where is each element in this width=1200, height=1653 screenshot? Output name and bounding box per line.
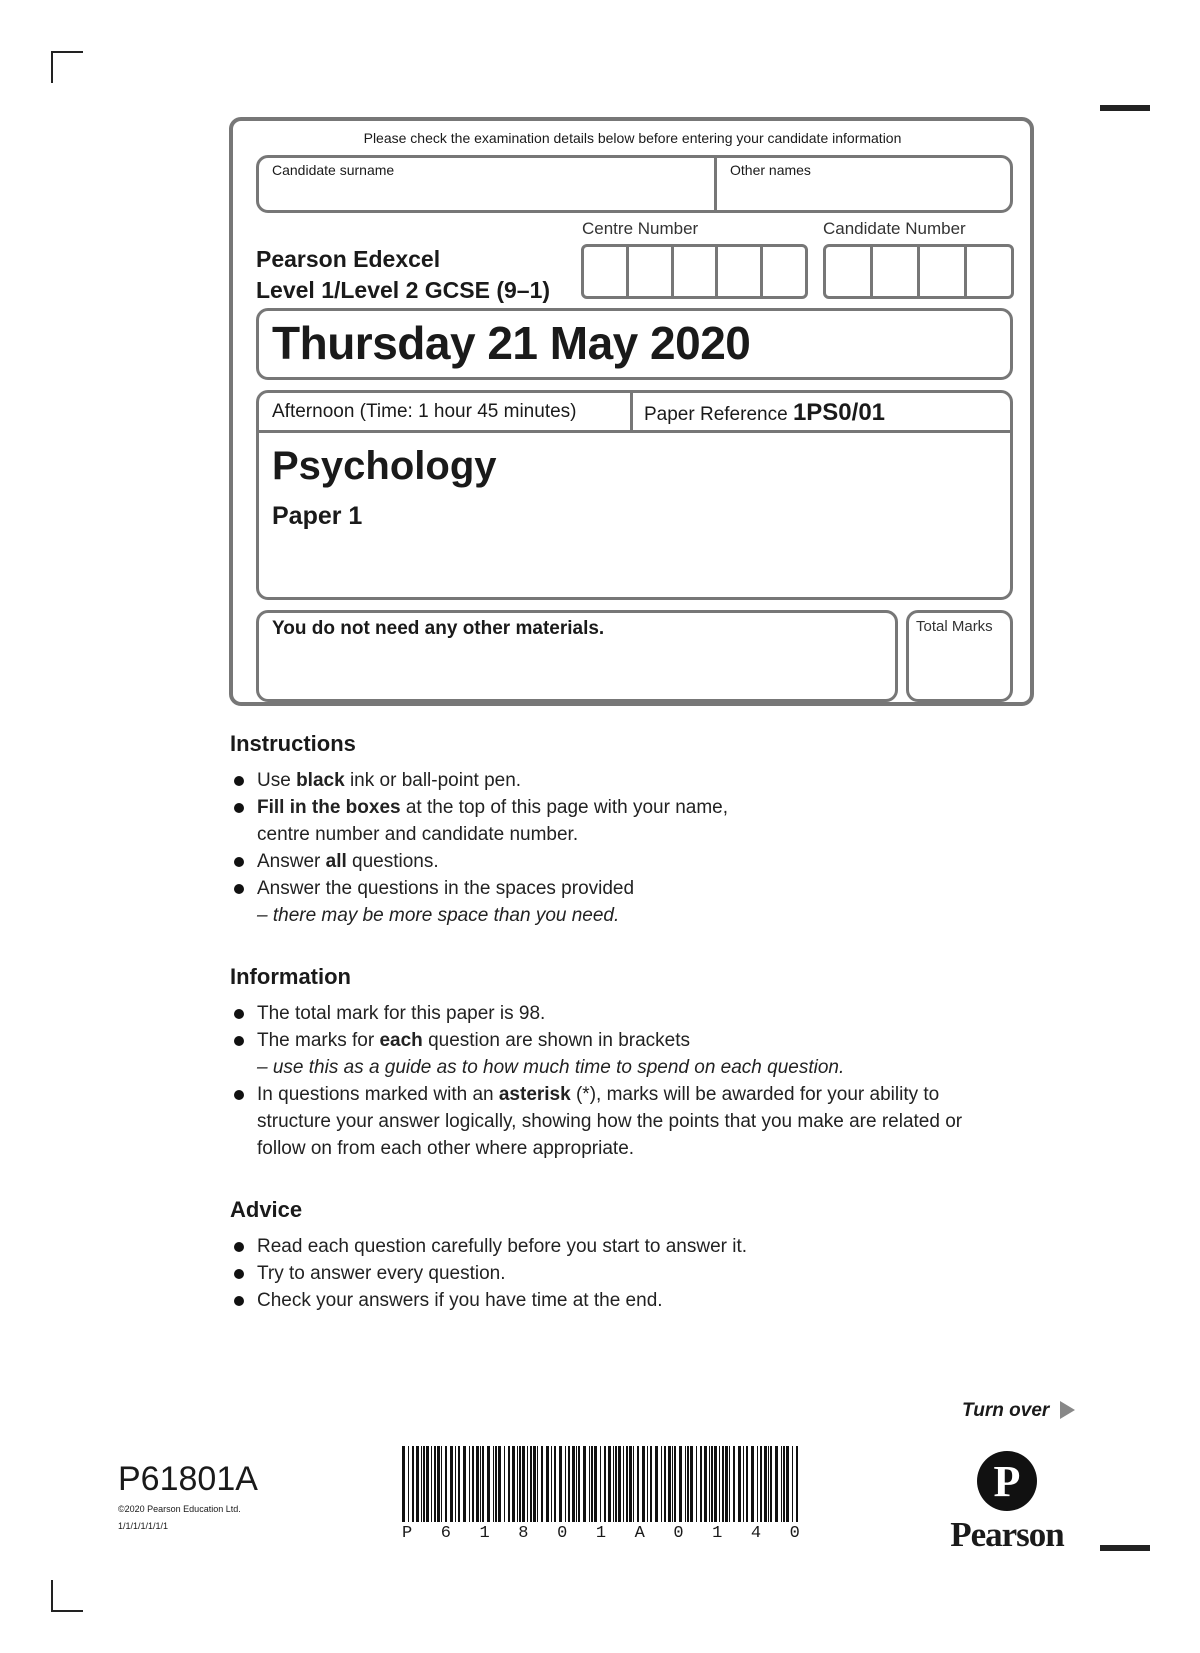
barcode-bar <box>770 1446 772 1522</box>
list-item: Try to answer every question. <box>230 1260 1030 1287</box>
barcode-bar <box>661 1446 662 1522</box>
barcode-bar <box>487 1446 490 1522</box>
barcode-bar <box>423 1446 425 1522</box>
registration-bar-top <box>1100 105 1150 111</box>
barcode-bar <box>719 1446 720 1522</box>
pearson-logo-icon <box>976 1450 1038 1512</box>
barcode-bar <box>445 1446 447 1522</box>
board-name: Pearson Edexcel <box>256 246 441 272</box>
centre-number-label: Centre Number <box>582 219 699 238</box>
barcode-bar <box>533 1446 536 1522</box>
instructions-section <box>230 731 1030 929</box>
barcode-bar <box>541 1446 543 1522</box>
barcode-bar <box>519 1446 521 1522</box>
barcode-bar <box>746 1446 748 1522</box>
barcode-char: 6 <box>440 1524 451 1543</box>
instructions-heading: Instructions <box>230 731 356 756</box>
barcode-bar <box>775 1446 778 1522</box>
barcode-bar <box>426 1446 429 1522</box>
barcode-bar <box>637 1446 639 1522</box>
list-item: In questions marked with an asterisk (*), marks will be awarded for your ability to structure your answer logically, showing how the points that you make are related or follow on from each other where appropriate. <box>230 1081 1030 1162</box>
barcode-bar <box>480 1446 481 1522</box>
barcode-bar <box>613 1446 614 1522</box>
barcode-bar <box>482 1446 484 1522</box>
barcode-bar <box>537 1446 538 1522</box>
materials-note: You do not need any other materials. <box>272 618 605 639</box>
other-names-label: Other names <box>730 162 811 178</box>
barcode-bar <box>733 1446 735 1522</box>
barcode-bar <box>431 1446 432 1522</box>
barcode-bar <box>472 1446 474 1522</box>
barcode-bar <box>408 1446 409 1522</box>
list-item: Fill in the boxes at the top of this page with your name, centre number and candidate number. <box>230 794 1030 848</box>
barcode-bar <box>626 1446 628 1522</box>
barcode-bar <box>650 1446 652 1522</box>
barcode-bar <box>655 1446 658 1522</box>
session-divider <box>630 392 633 430</box>
barcode-bar <box>674 1446 676 1522</box>
barcode-bar <box>783 1446 785 1522</box>
barcode-bar <box>623 1446 624 1522</box>
barcode-bar <box>796 1446 798 1522</box>
subject-box-divider <box>258 430 1011 433</box>
barcode-bar <box>781 1446 782 1522</box>
information-section <box>230 964 1030 1162</box>
barcode-bar <box>572 1446 575 1522</box>
barcode-bar <box>690 1446 693 1522</box>
centre-digit-box[interactable] <box>674 247 719 296</box>
barcode-text <box>402 1524 800 1543</box>
barcode-bar <box>768 1446 769 1522</box>
barcode-bar <box>591 1446 593 1522</box>
subject-title: Psychology <box>272 444 497 488</box>
barcode-bar <box>738 1446 741 1522</box>
barcode-bar <box>704 1446 707 1522</box>
barcode-bar <box>412 1446 414 1522</box>
barcode-bar <box>498 1446 501 1522</box>
barcode-bar <box>711 1446 713 1522</box>
crop-mark-top-left <box>51 51 83 83</box>
list-item: Answer all questions. <box>230 848 1030 875</box>
barcode-bar <box>530 1446 532 1522</box>
logo-letter: P <box>993 1457 1021 1506</box>
barcode-bar <box>709 1446 710 1522</box>
barcode-bar <box>615 1446 617 1522</box>
list-item: Answer the questions in the spaces provided – there may be more space than you need. <box>230 875 1030 929</box>
surname-label: Candidate surname <box>272 162 395 178</box>
barcode-char: 1 <box>479 1524 490 1543</box>
list-item: The marks for each question are shown in brackets – use this as a guide as to how much time to spend on each question. <box>230 1027 1030 1081</box>
barcode-bar <box>629 1446 632 1522</box>
candidate-digit-box[interactable] <box>873 247 920 296</box>
centre-number-boxes[interactable] <box>581 244 808 299</box>
barcode-bar <box>604 1446 606 1522</box>
barcode-bar <box>421 1446 422 1522</box>
turn-over-arrow-icon <box>1060 1401 1075 1419</box>
barcode-bar <box>672 1446 673 1522</box>
barcode-bar <box>434 1446 436 1522</box>
information-heading: Information <box>230 964 351 989</box>
crop-mark-bottom-left <box>51 1580 83 1612</box>
barcode-bar <box>668 1446 671 1522</box>
barcode-bar <box>517 1446 518 1522</box>
barcode-bar <box>687 1446 689 1522</box>
barcode-bar <box>664 1446 666 1522</box>
barcode-bar <box>642 1446 645 1522</box>
barcode-bar <box>493 1446 494 1522</box>
advice-heading: Advice <box>230 1197 303 1222</box>
barcode-bar <box>608 1446 611 1522</box>
barcode-bar <box>764 1446 767 1522</box>
barcode-bar <box>714 1446 717 1522</box>
barcode-char: 1 <box>712 1524 723 1543</box>
check-note: Please check the examination details below before entering your candidate information <box>363 130 902 146</box>
barcode-bar <box>600 1446 601 1522</box>
barcode-bar <box>633 1446 634 1522</box>
barcode-bar <box>508 1446 510 1522</box>
barcode-bar <box>565 1446 566 1522</box>
total-marks-label: Total Marks <box>916 618 993 635</box>
candidate-number-label: Candidate Number <box>823 219 966 238</box>
copyright: ©2020 Pearson Education Ltd. <box>118 1504 241 1514</box>
barcode-bar <box>512 1446 515 1522</box>
barcode-bar <box>437 1446 440 1522</box>
barcode-bar <box>441 1446 442 1522</box>
barcode-char: 0 <box>673 1524 684 1543</box>
paper-reference-label: Paper Reference <box>644 404 788 425</box>
barcode-char: 0 <box>557 1524 568 1543</box>
barcode-bar <box>469 1446 470 1522</box>
barcode-bar <box>722 1446 724 1522</box>
paper-number: Paper 1 <box>272 502 363 530</box>
barcode-char: 1 <box>595 1524 607 1543</box>
paper-reference-code: 1PS0/01 <box>792 399 886 426</box>
centre-digit-box[interactable] <box>584 247 629 296</box>
session-time: Afternoon (Time: 1 hour 45 minutes) <box>272 401 577 422</box>
advice-section <box>230 1197 1030 1314</box>
barcode-bar <box>458 1446 460 1522</box>
barcode-bar <box>685 1446 686 1522</box>
barcode-char: 4 <box>750 1524 762 1543</box>
exam-date: Thursday 21 May 2020 <box>272 317 751 369</box>
barcode-bar <box>594 1446 597 1522</box>
centre-digit-box[interactable] <box>718 247 763 296</box>
paper-code: P61801A <box>118 1460 258 1498</box>
barcode-bar <box>576 1446 577 1522</box>
barcode-bar <box>476 1446 479 1522</box>
barcode-bar <box>546 1446 549 1522</box>
barcode-bar <box>679 1446 682 1522</box>
barcode-bar <box>786 1446 789 1522</box>
barcode-char: A <box>634 1524 645 1543</box>
barcode-bar <box>551 1446 552 1522</box>
list-item: The total mark for this paper is 98. <box>230 1000 1030 1027</box>
barcode-char: 0 <box>789 1524 800 1543</box>
pearson-logo <box>944 1450 1070 1555</box>
barcode-bar <box>559 1446 562 1522</box>
registration-bar-bottom <box>1100 1545 1150 1551</box>
barcode-bar <box>647 1446 648 1522</box>
candidate-digit-box[interactable] <box>920 247 967 296</box>
barcode-bar <box>792 1446 793 1522</box>
paper-reference <box>644 399 885 427</box>
barcode-bar <box>568 1446 570 1522</box>
barcode-bar <box>504 1446 505 1522</box>
barcode-bar <box>729 1446 730 1522</box>
barcode-bar <box>760 1446 762 1522</box>
pearson-logo-word: Pearson <box>950 1515 1064 1554</box>
barcode-bar <box>583 1446 586 1522</box>
barcode-bar <box>416 1446 419 1522</box>
barcode-bar <box>455 1446 456 1522</box>
list-item: Read each question carefully before you start to answer it. <box>230 1233 1030 1260</box>
barcode-bar <box>743 1446 744 1522</box>
barcode-bar <box>757 1446 758 1522</box>
centre-digit-box[interactable] <box>629 247 674 296</box>
barcode-bar <box>554 1446 556 1522</box>
qualification-level: Level 1/Level 2 GCSE (9–1) <box>256 277 551 303</box>
barcode-bar <box>751 1446 754 1522</box>
barcode-char: P <box>402 1524 413 1543</box>
list-item: Check your answers if you have time at the end. <box>230 1287 1030 1314</box>
barcode-bar <box>463 1446 466 1522</box>
barcode-bar <box>725 1446 728 1522</box>
exam-board <box>256 244 550 306</box>
candidate-digit-box[interactable] <box>826 247 873 296</box>
barcode-bar <box>578 1446 580 1522</box>
barcode-bar <box>495 1446 497 1522</box>
candidate-number-boxes[interactable] <box>823 244 1014 299</box>
barcode-bar <box>589 1446 590 1522</box>
barcode-bar <box>402 1446 405 1522</box>
barcode-bar <box>527 1446 528 1522</box>
barcode-bar <box>700 1446 702 1522</box>
barcode-bar <box>450 1446 453 1522</box>
candidate-digit-box[interactable] <box>967 247 1011 296</box>
name-divider <box>714 155 717 211</box>
barcode-char: 8 <box>518 1524 529 1543</box>
page-id: 1/1/1/1/1/1/1 <box>118 1521 169 1531</box>
barcode-bar <box>522 1446 525 1522</box>
centre-digit-box[interactable] <box>763 247 805 296</box>
barcode-icon <box>402 1446 800 1522</box>
turn-over-text: Turn over <box>962 1400 1050 1421</box>
barcode-bar <box>618 1446 621 1522</box>
list-item: Use black ink or ball-point pen. <box>230 767 1030 794</box>
barcode-bar <box>696 1446 697 1522</box>
